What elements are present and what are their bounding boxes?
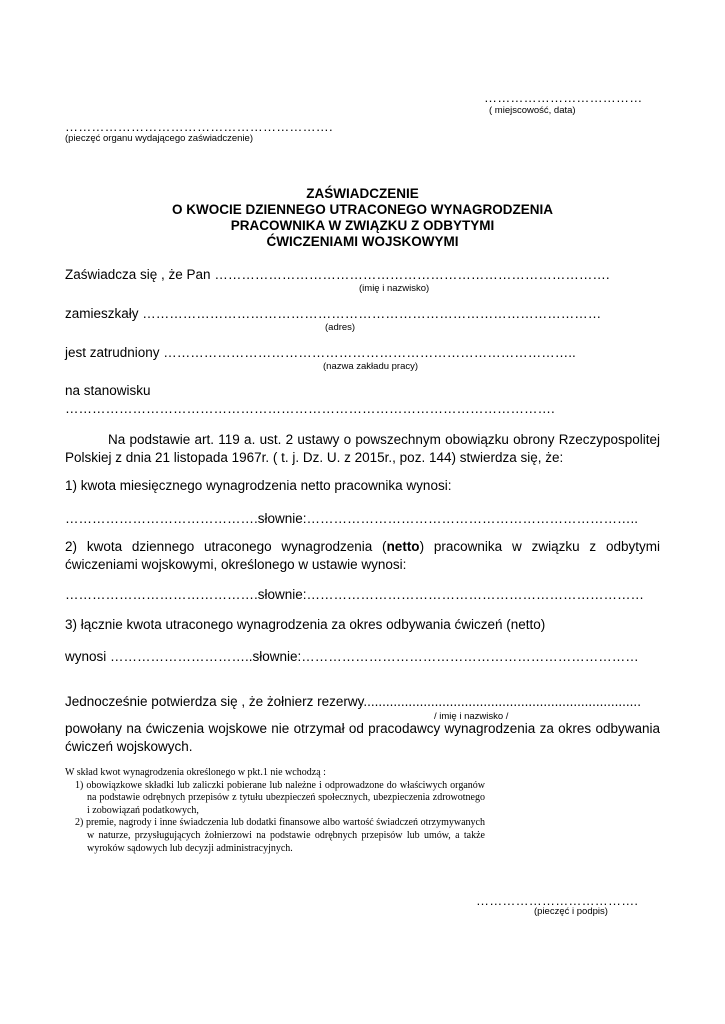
name-label: (imię i nazwisko) xyxy=(359,283,430,294)
item-1: 1) kwota miesięcznego wynagrodzenia netto pracownika wynosi: xyxy=(65,478,452,493)
stamp-dots: ……………………………………………………. xyxy=(65,119,333,134)
employer-label: (nazwa zakładu pracy) xyxy=(323,361,419,372)
position-label: na stanowisku xyxy=(65,383,151,398)
stamp-label: (pieczęć organu wydającego zaświadczenie) xyxy=(65,133,253,144)
item-2 xyxy=(65,538,660,574)
footnote-point-2: 2) premie, nagrody i inne świadczenia lub dodatki finansowe albo wartość świadczeń otrzymywanych w naturze, przysługujących żołnierzowi na podstawie odrębnych przepisów lub umów, a także wyroków sądowych lub decyzji administracyjnych. xyxy=(75,817,485,854)
title-line-2: O KWOCIE DZIENNEGO UTRACONEGO WYNAGRODZENIA xyxy=(172,202,553,217)
basis-paragraph: Na podstawie art. 119 a. ust. 2 ustawy o powszechnym obowiązku obrony Rzeczypospolitej Polskiej z dnia 21 listopada 1967r. ( t. j. Dz. U. z 2015r., poz. 144) stwierdza się, że: xyxy=(65,432,660,465)
confirmation-text: powołany na ćwiczenia wojskowe nie otrzymał od pracodawcy wynagrodzenia za okres odbywania ćwiczeń wojskowych. xyxy=(65,721,660,754)
item-2-text-start: 2) kwota dziennego utraconego wynagrodzenia ( xyxy=(65,539,387,554)
position-dots: ………………………………………………………………………………………………. xyxy=(65,401,555,416)
document-title xyxy=(0,186,725,250)
footnote-intro: W skład kwot wynagrodzenia określonego w pkt.1 nie wchodzą : xyxy=(65,767,326,778)
confirmation-label: / imię i nazwisko / xyxy=(434,711,509,722)
signature-label: (pieczęć i podpis) xyxy=(534,906,608,917)
confirmation-line: Jednocześnie potwierdza się , że żołnierz rezerwy.......................................................................... xyxy=(65,694,641,709)
address-label: (adres) xyxy=(325,322,356,333)
address-line: zamieszkały ………………………………………………………………………………………… xyxy=(65,306,602,321)
footnote-point-1: 1) obowiązkowe składki lub zaliczki pobierane lub należne i odprowadzone do właściwych organów na podstawie odrębnych przepisów z tytułu ubezpieczeń społecznych, ubezpieczenia zdrowotnego i zobowiązań podatkowych, xyxy=(75,779,485,816)
footnote xyxy=(65,767,485,855)
title-line-1: ZAŚWIADCZENIE xyxy=(306,186,419,201)
item-2-dots: …………………………………….słownie:………………………………………………………………… xyxy=(65,587,645,602)
name-line: Zaświadcza się , że Pan ……………………………………………………………………………. xyxy=(65,267,610,282)
signature-dots: ………………………………. xyxy=(476,893,639,908)
item-3: 3) łącznie kwota utraconego wynagrodzenia za okres odbywania ćwiczeń (netto) xyxy=(65,617,546,632)
item-2-text-end: ) pracownika w związku z odbytymi ćwiczeniami wojskowymi, określonego w ustawie wynosi: xyxy=(65,539,660,572)
title-line-4: ĆWICZENIAMI WOJSKOWYMI xyxy=(266,234,459,249)
place-date-label: ( miejscowość, data) xyxy=(489,105,576,116)
item-3-dots: wynosi …………………………..słownie:………………………………………………………………… xyxy=(65,649,639,664)
place-date-dots: ……………………………… xyxy=(484,90,643,105)
employer-line: jest zatrudniony ……………………………………………………………………………….. xyxy=(65,345,576,360)
item-1-dots: …………………………………….słownie:……………………………………………………………….. xyxy=(65,511,639,526)
item-2-bold: netto xyxy=(386,539,420,554)
title-line-3: PRACOWNIKA W ZWIĄZKU Z ODBYTYMI xyxy=(230,218,495,233)
